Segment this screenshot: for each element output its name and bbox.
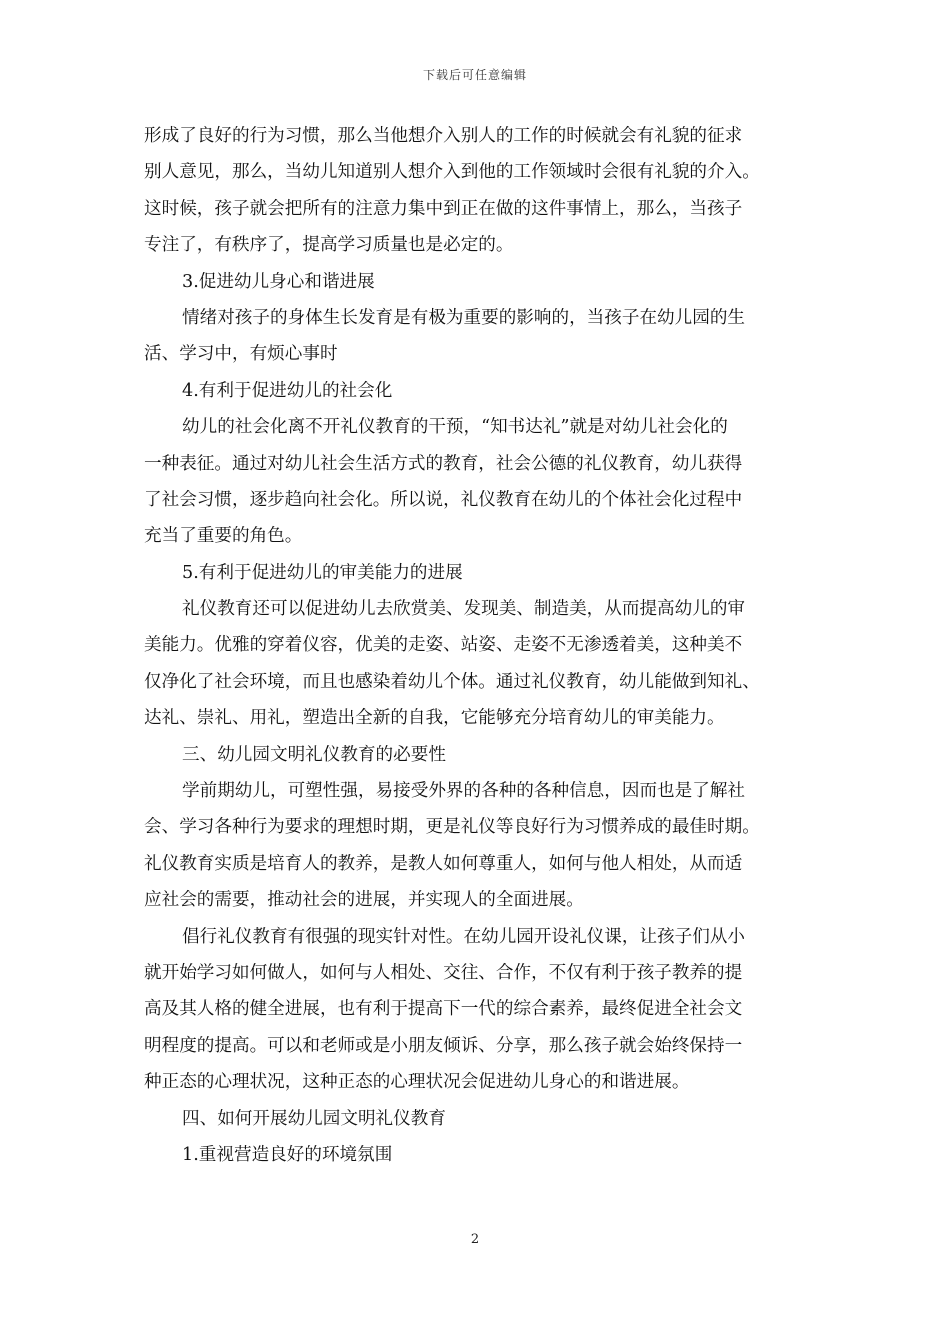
section-heading: 3.促进幼儿身心和谐进展	[182, 271, 375, 292]
section-heading: 三、幼儿园文明礼仪教育的必要性	[182, 744, 446, 765]
body-line: 种正态的心理状况，这种正态的心理状况会促进幼儿身心的和谐进展。	[144, 1072, 690, 1093]
body-line: 高及其人格的健全进展，也有利于提高下一代的综合素养，最终促进全社会文	[144, 999, 743, 1020]
body-line: 美能力。优雅的穿着仪容，优美的走姿、站姿、走姿不无渗透着美，这种美不	[144, 635, 743, 656]
body-line: 礼仪教育还可以促进幼儿去欣赏美、发现美、制造美，从而提高幼儿的审	[182, 599, 746, 620]
body-line: 专注了，有秩序了，提高学习质量也是必定的。	[144, 235, 514, 256]
body-line: 学前期幼儿，可塑性强，易接受外界的各种的各种信息，因而也是了解社	[182, 781, 746, 802]
body-line: 会、学习各种行为要求的理想时期，更是礼仪等良好行为习惯养成的最佳时期。	[144, 817, 760, 838]
section-heading: 1.重视营造良好的环境氛围	[182, 1144, 393, 1165]
body-line: 情绪对孩子的身体生长发育是有极为重要的影响的，当孩子在幼儿园的生	[182, 307, 746, 328]
page-number: 2	[470, 1232, 480, 1247]
section-heading: 4.有利于促进幼儿的社会化	[182, 380, 393, 401]
body-line: 幼儿的社会化离不开礼仪教育的干预，“知书达礼”就是对幼儿社会化的	[182, 417, 728, 438]
page-header: 下载后可任意编辑	[422, 68, 527, 82]
body-line: 就开始学习如何做人，如何与人相处、交往、合作，不仅有利于孩子教养的提	[144, 962, 743, 983]
document-body	[144, 118, 824, 1173]
body-line: 明程度的提高。可以和老师或是小朋友倾诉、分享，那么孩子就会始终保持一	[144, 1035, 743, 1056]
section-heading: 四、如何开展幼儿园文明礼仪教育	[182, 1108, 446, 1129]
body-line: 达礼、崇礼、用礼，塑造出全新的自我，它能够充分培育幼儿的审美能力。	[144, 708, 725, 729]
body-line: 应社会的需要，推动社会的进展，并实现人的全面进展。	[144, 890, 584, 911]
body-line: 倡行礼仪教育有很强的现实针对性。在幼儿园开设礼仪课，让孩子们从小	[182, 926, 746, 947]
body-line: 一种表征。通过对幼儿社会生活方式的教育，社会公德的礼仪教育，幼儿获得	[144, 453, 743, 474]
body-line: 活、学习中，有烦心事时	[144, 344, 338, 365]
body-line: 充当了重要的角色。	[144, 526, 303, 547]
body-line: 形成了良好的行为习惯，那么当他想介入别人的工作的时候就会有礼貌的征求	[144, 126, 743, 146]
body-line: 这时候，孩子就会把所有的注意力集中到正在做的这件事情上，那么，当孩子	[144, 198, 743, 219]
section-heading: 5.有利于促进幼儿的审美能力的进展	[182, 562, 463, 583]
body-line: 了社会习惯，逐步趋向社会化。所以说，礼仪教育在幼儿的个体社会化过程中	[144, 489, 743, 510]
body-line: 别人意见，那么，当幼儿知道别人想介入到他的工作领域时会很有礼貌的介入。	[144, 162, 760, 183]
body-line: 礼仪教育实质是培育人的教养，是教人如何尊重人，如何与他人相处，从而适	[144, 853, 743, 874]
body-line: 仅净化了社会环境，而且也感染着幼儿个体。通过礼仪教育，幼儿能做到知礼、	[144, 671, 760, 692]
